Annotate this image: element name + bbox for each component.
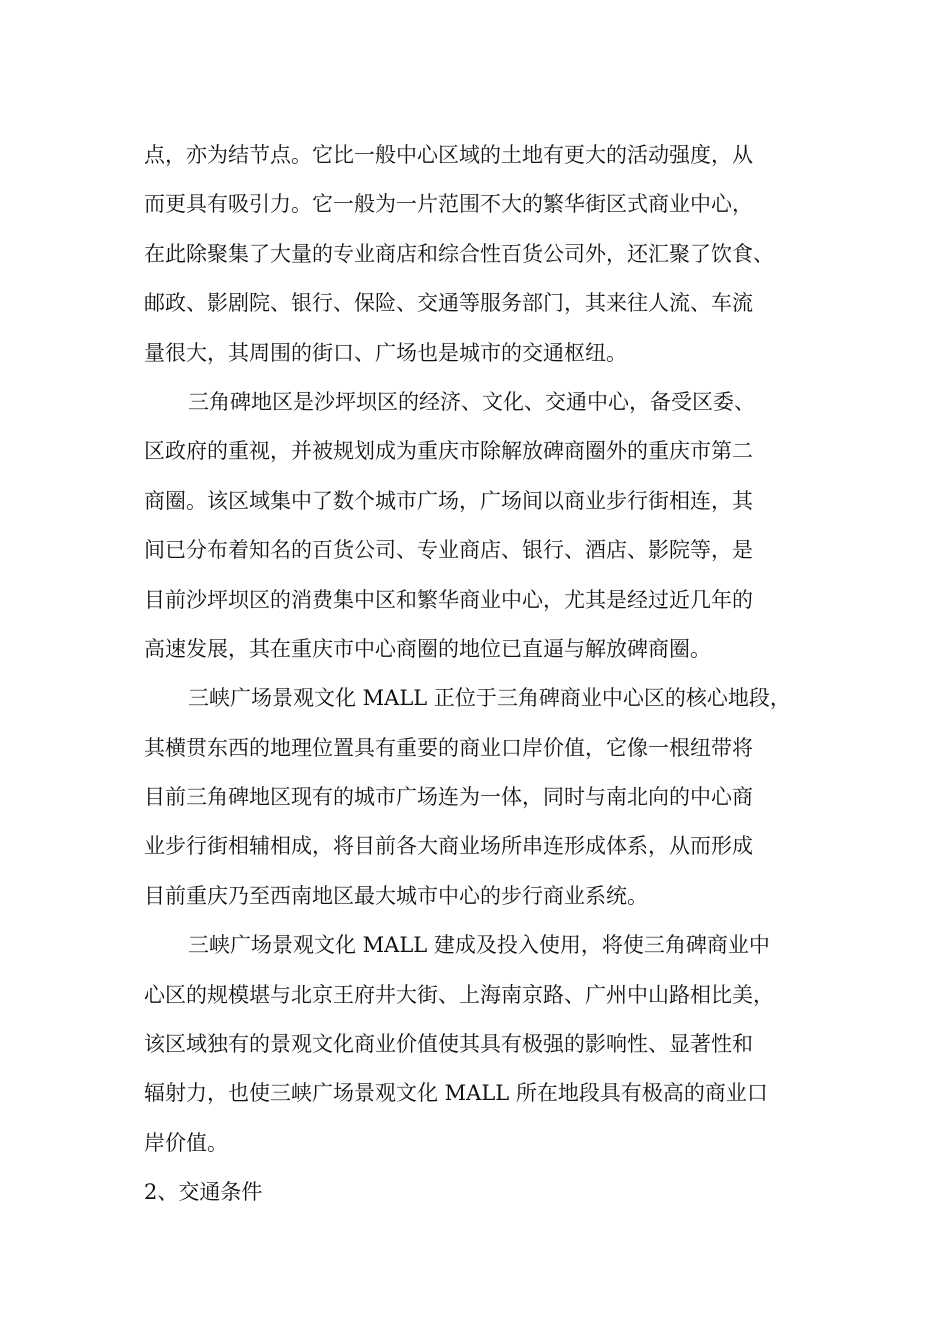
text-line: 在此除聚集了大量的专业商店和综合性百货公司外，还汇聚了饮食、 — [144, 241, 774, 266]
paragraph-2 — [144, 378, 834, 674]
text-line: 三角碑地区是沙坪坝区的经济、文化、交通中心，备受区委、 — [188, 389, 755, 414]
text-line: 辐射力，也使三峡广场景观文化 MALL 所在地段具有极高的商业口 — [144, 1081, 768, 1106]
text-line: 而更具有吸引力。它一般为一片范围不大的繁华街区式商业中心， — [144, 192, 753, 217]
text-line: 业步行街相辅相成，将目前各大商业场所串连形成体系，从而形成 — [144, 834, 753, 859]
document-body — [144, 131, 834, 1218]
text-line: 目前沙坪坝区的消费集中区和繁华商业中心，尤其是经过近几年的 — [144, 587, 753, 612]
text-line: 三峡广场景观文化 MALL 建成及投入使用，将使三角碑商业中 — [188, 933, 770, 958]
text-line: 心区的规模堪与北京王府井大街、上海南京路、广州中山路相比美， — [144, 982, 774, 1007]
text-line: 量很大，其周围的街口、广场也是城市的交通枢纽。 — [144, 340, 627, 365]
text-line: 点，亦为结节点。它比一般中心区域的土地有更大的活动强度，从 — [144, 143, 753, 167]
heading-text: 2、交通条件 — [144, 1180, 263, 1205]
text-line: 岸价值。 — [144, 1130, 228, 1155]
section-heading — [144, 1168, 834, 1217]
text-line: 目前重庆乃至西南地区最大城市中心的步行商业系统。 — [144, 883, 648, 908]
paragraph-3 — [144, 674, 834, 921]
text-line: 三峡广场景观文化 MALL 正位于三角碑商业中心区的核心地段， — [188, 686, 791, 711]
text-line: 邮政、影剧院、银行、保险、交通等服务部门，其来往人流、车流 — [144, 291, 753, 316]
text-line: 商圈。该区域集中了数个城市广场，广场间以商业步行街相连，其 — [144, 488, 753, 513]
text-line: 该区域独有的景观文化商业价值使其具有极强的影响性、显著性和 — [144, 1032, 753, 1057]
text-line: 高速发展，其在重庆市中心商圈的地位已直逼与解放碑商圈。 — [144, 636, 711, 661]
text-line: 区政府的重视，并被规划成为重庆市除解放碑商圈外的重庆市第二 — [144, 439, 753, 464]
text-line: 目前三角碑地区现有的城市广场连为一体，同时与南北向的中心商 — [144, 785, 753, 810]
text-line: 其横贯东西的地理位置具有重要的商业口岸价值，它像一根纽带将 — [144, 735, 753, 760]
paragraph-4 — [144, 921, 834, 1168]
text-line: 间已分布着知名的百货公司、专业商店、银行、酒店、影院等，是 — [144, 538, 753, 563]
paragraph-1 — [144, 131, 834, 378]
